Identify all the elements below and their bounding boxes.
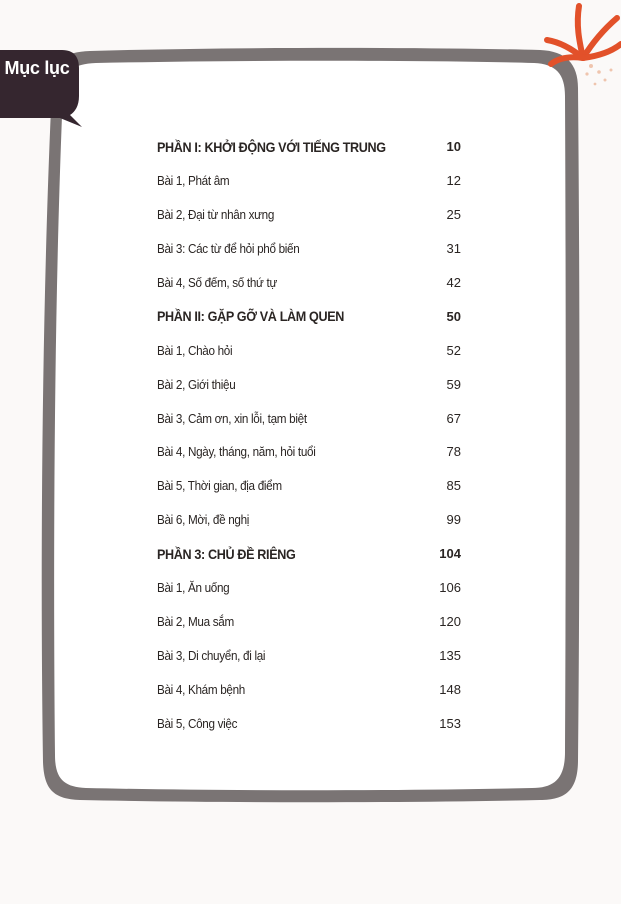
toc-lesson-row[interactable] <box>157 198 461 232</box>
toc-lesson-row[interactable] <box>157 333 461 367</box>
toc-lesson-row[interactable] <box>157 706 461 740</box>
lesson-title: Bài 6, Mời, đề nghị <box>157 512 250 528</box>
page-number: 85 <box>446 478 461 494</box>
part-title: PHẦN I: KHỞI ĐỘNG VỚI TIẾNG TRUNG <box>157 138 386 155</box>
toc-lesson-row[interactable] <box>157 232 461 266</box>
toc-lesson-row[interactable] <box>157 435 461 469</box>
lesson-title: Bài 2, Giới thiệu <box>157 376 236 392</box>
toc-lesson-row[interactable] <box>157 266 461 300</box>
toc-lesson-row[interactable] <box>157 638 461 672</box>
lesson-title: Bài 4, Khám bệnh <box>157 681 245 697</box>
page-number: 52 <box>446 342 461 358</box>
lesson-title: Bài 1, Phát âm <box>157 173 230 189</box>
page-number: 10 <box>446 139 461 155</box>
page-number: 120 <box>439 613 461 629</box>
part-title: PHẦN 3: CHỦ ĐỀ RIÊNG <box>157 545 296 562</box>
lesson-title: Bài 1, Chào hỏi <box>157 342 233 358</box>
page-number: 25 <box>446 207 461 223</box>
lesson-title: Bài 5, Thời gian, địa điểm <box>157 478 282 494</box>
lesson-title: Bài 3, Di chuyển, đi lại <box>157 647 266 663</box>
part-title: PHẦN II: GẶP GỠ VÀ LÀM QUEN <box>157 308 345 325</box>
page-number: 99 <box>446 512 461 528</box>
toc-lesson-row[interactable] <box>157 401 461 435</box>
toc-title: Mục lục <box>4 58 70 78</box>
lesson-title: Bài 2, Mua sắm <box>157 613 234 629</box>
toc-lesson-row[interactable] <box>157 367 461 401</box>
page-number: 42 <box>446 275 461 290</box>
leaf-decoration <box>521 0 621 100</box>
page-number: 153 <box>439 715 461 731</box>
page-number: 148 <box>439 681 461 697</box>
page-number: 31 <box>446 241 461 257</box>
lesson-title: Bài 5, Công việc <box>157 715 238 731</box>
toc-lesson-row[interactable] <box>157 164 461 198</box>
toc-part-row[interactable] <box>157 130 461 164</box>
lesson-title: Bài 4, Số đếm, số thứ tự <box>157 275 277 290</box>
toc-lesson-row[interactable] <box>157 469 461 503</box>
toc-lesson-row[interactable] <box>157 672 461 706</box>
page-number: 59 <box>446 376 461 392</box>
page-number: 106 <box>439 580 461 596</box>
page-number: 67 <box>446 410 461 426</box>
lesson-title: Bài 4, Ngày, tháng, năm, hỏi tuổi <box>157 444 316 460</box>
toc-lesson-row[interactable] <box>157 571 461 605</box>
page-number: 50 <box>446 308 461 324</box>
lesson-title: Bài 2, Đại từ nhân xưng <box>157 207 275 223</box>
lesson-title: Bài 3: Các từ để hỏi phổ biến <box>157 241 300 257</box>
page-number: 12 <box>446 173 461 189</box>
lesson-title: Bài 1, Ăn uống <box>157 580 230 596</box>
page-number: 135 <box>439 647 461 663</box>
toc-part-row[interactable] <box>157 537 461 571</box>
toc-lesson-row[interactable] <box>157 604 461 638</box>
lesson-title: Bài 3, Cảm ơn, xin lỗi, tạm biệt <box>157 410 307 426</box>
page-number: 78 <box>446 444 461 460</box>
toc-part-row[interactable] <box>157 299 461 333</box>
toc-list <box>157 130 461 740</box>
page-number: 104 <box>439 546 461 562</box>
toc-lesson-row[interactable] <box>157 503 461 537</box>
